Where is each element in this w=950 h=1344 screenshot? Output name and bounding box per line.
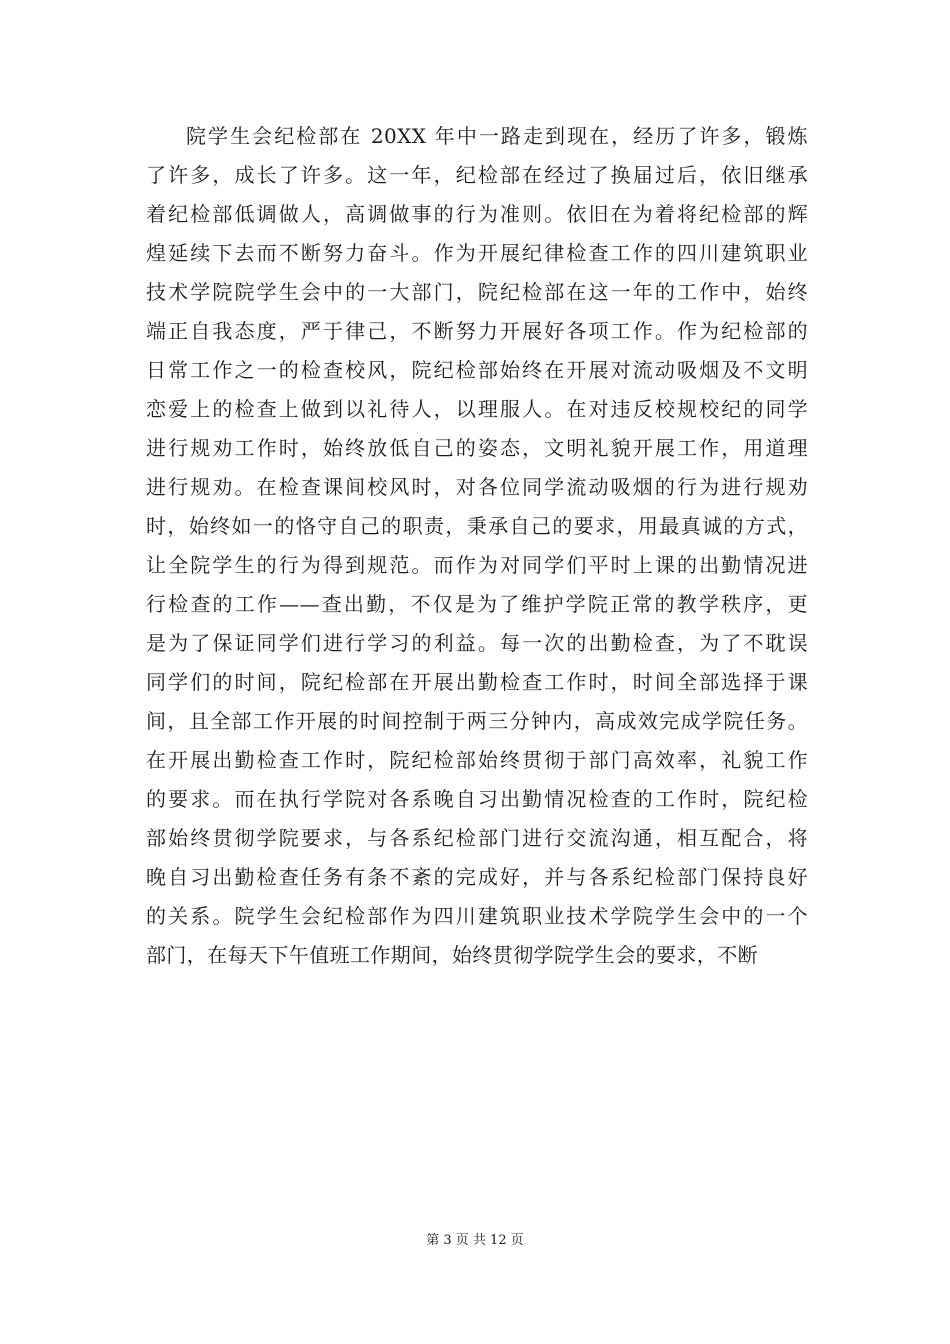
text-line: 进行规劝。在检查课间校风时，对各位同学流动吸烟的行为进行规劝	[146, 475, 808, 499]
text-line: 是为了保证同学们进行学习的利益。每一次的出勤检查，为了不耽误	[146, 631, 808, 655]
text-line: 让全院学生的行为得到规范。而作为对同学们平时上课的出勤情况进	[146, 553, 808, 577]
page-number-footer: 第 3 页 共 12 页	[426, 1233, 524, 1248]
text-line: 了许多，成长了许多。这一年，纪检部在经过了换届过后，依旧继承	[146, 163, 808, 187]
text-line: 部门，在每天下午值班工作期间，始终贯彻学院学生会的要求，不断	[146, 943, 758, 967]
text-line: 行检查的工作——查出勤，不仅是为了维护学院正常的教学秩序，更	[146, 592, 808, 616]
text-line: 端正自我态度，严于律己，不断努力开展好各项工作。作为纪检部的	[146, 319, 808, 343]
text-line: 在开展出勤检查工作时，院纪检部始终贯彻于部门高效率，礼貌工作	[146, 748, 808, 772]
text-line: 恋爱上的检查上做到以礼待人，以理服人。在对违反校规校纪的同学	[146, 397, 808, 421]
text-line: 的要求。而在执行学院对各系晚自习出勤情况检查的工作时，院纪检	[146, 787, 808, 811]
text-line: 技术学院院学生会中的一大部门，院纪检部在这一年的工作中，始终	[146, 280, 808, 304]
text-line: 的关系。院学生会纪检部作为四川建筑职业技术学院学生会中的一个	[146, 904, 808, 928]
text-line: 晚自习出勤检查任务有条不紊的完成好，并与各系纪检部门保持良好	[146, 865, 808, 889]
text-line: 时，始终如一的恪守自己的职责，秉承自己的要求，用最真诚的方式，	[146, 514, 808, 538]
text-line: 煌延续下去而不断努力奋斗。作为开展纪律检查工作的四川建筑职业	[146, 241, 808, 265]
text-line: 院学生会纪检部在 20XX 年中一路走到现在，经历了许多，锻炼	[186, 124, 808, 148]
text-line: 日常工作之一的检查校风，院纪检部始终在开展对流动吸烟及不文明	[146, 358, 808, 382]
text-line: 同学们的时间，院纪检部在开展出勤检查工作时，时间全部选择于课	[146, 670, 808, 694]
text-line: 进行规劝工作时，始终放低自己的姿态，文明礼貌开展工作，用道理	[146, 436, 808, 460]
body-paragraph	[146, 117, 808, 975]
text-line: 间，且全部工作开展的时间控制于两三分钟内，高成效完成学院任务。	[146, 709, 808, 733]
text-line: 着纪检部低调做人，高调做事的行为准则。依旧在为着将纪检部的辉	[146, 202, 808, 226]
text-line: 部始终贯彻学院要求，与各系纪检部门进行交流沟通，相互配合，将	[146, 826, 808, 850]
